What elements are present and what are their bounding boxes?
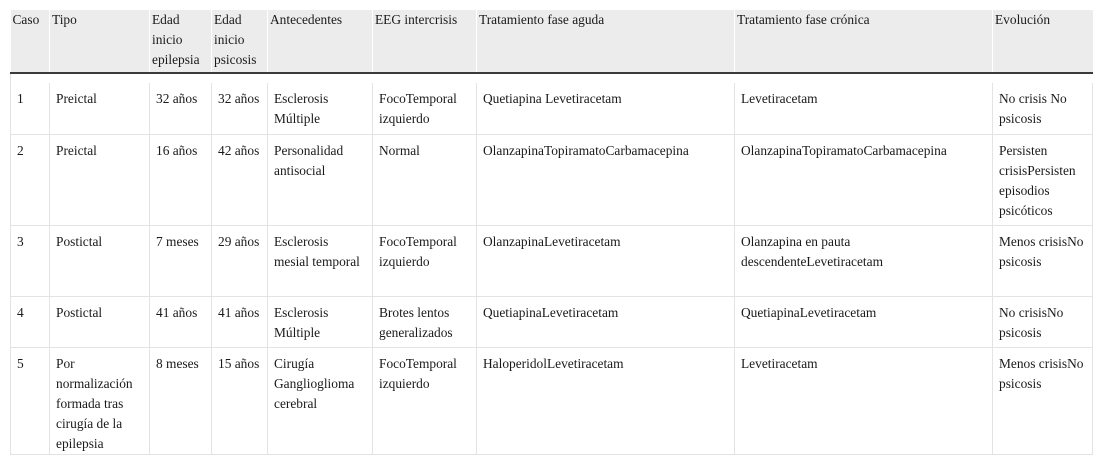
header-edad-inicio-epilepsia: Edad inicio epilepsia <box>150 10 212 73</box>
cell-evolucion: No crisisNo psicosis <box>993 296 1093 347</box>
cell-caso: 1 <box>11 83 50 134</box>
cell-tratamiento-aguda: QuetiapinaLevetiracetam <box>477 296 735 347</box>
cell-caso: 2 <box>11 134 50 225</box>
header-caso: Caso <box>11 10 50 73</box>
cell-eeg: FocoTemporal izquierdo <box>373 347 477 454</box>
cell-tipo: Preictal <box>50 83 150 134</box>
cell-tratamiento-cronica: QuetiapinaLevetiracetam <box>735 296 993 347</box>
cell-edad-psicosis: 41 años <box>212 296 268 347</box>
header-tipo: Tipo <box>50 10 150 73</box>
cell-caso: 3 <box>11 225 50 296</box>
cell-antecedentes: Esclerosis mesial temporal <box>268 225 373 296</box>
cell-evolucion: Persisten crisisPersisten episodios psicóticos <box>993 134 1093 225</box>
cell-edad-epilepsia: 8 meses <box>150 347 212 454</box>
cell-tratamiento-aguda: OlanzapinaTopiramatoCarbamacepina <box>477 134 735 225</box>
table-row <box>11 347 1093 454</box>
cell-edad-psicosis: 29 años <box>212 225 268 296</box>
cell-tipo: Preictal <box>50 134 150 225</box>
cell-tipo: Postictal <box>50 296 150 347</box>
table-row <box>11 134 1093 225</box>
cell-antecedentes: Esclerosis Múltiple <box>268 83 373 134</box>
header-tratamiento-fase-cronica: Tratamiento fase crónica <box>735 10 993 73</box>
cell-eeg: Brotes lentos generalizados <box>373 296 477 347</box>
cell-tratamiento-aguda: Quetiapina Levetiracetam <box>477 83 735 134</box>
cell-edad-epilepsia: 41 años <box>150 296 212 347</box>
cell-evolucion: No crisis No psicosis <box>993 83 1093 134</box>
cell-tipo: Por normalización formada tras cirugía de la epilepsia <box>50 347 150 454</box>
table-row <box>11 296 1093 347</box>
cell-edad-epilepsia: 32 años <box>150 83 212 134</box>
cell-tratamiento-aguda: OlanzapinaLevetiracetam <box>477 225 735 296</box>
cell-evolucion: Menos crisisNo psicosis <box>993 347 1093 454</box>
cell-eeg: FocoTemporal izquierdo <box>373 225 477 296</box>
cell-antecedentes: Esclerosis Múltiple <box>268 296 373 347</box>
cell-evolucion: Menos crisisNo psicosis <box>993 225 1093 296</box>
cell-tratamiento-cronica: Olanzapina en pauta descendenteLevetiracetam <box>735 225 993 296</box>
cell-tratamiento-cronica: Levetiracetam <box>735 347 993 454</box>
cell-caso: 5 <box>11 347 50 454</box>
header-tratamiento-fase-aguda: Tratamiento fase aguda <box>477 10 735 73</box>
cell-edad-epilepsia: 16 años <box>150 134 212 225</box>
cell-tratamiento-aguda: HaloperidolLevetiracetam <box>477 347 735 454</box>
table-row <box>11 83 1093 134</box>
cell-edad-epilepsia: 7 meses <box>150 225 212 296</box>
header-gap <box>11 73 1093 83</box>
table-header-row <box>11 10 1093 73</box>
cell-eeg: Normal <box>373 134 477 225</box>
cell-tratamiento-cronica: OlanzapinaTopiramatoCarbamacepina <box>735 134 993 225</box>
cell-edad-psicosis: 15 años <box>212 347 268 454</box>
clinical-cases-table <box>10 10 1093 455</box>
cell-antecedentes: Cirugía Ganglioglioma cerebral <box>268 347 373 454</box>
cell-edad-psicosis: 32 años <box>212 83 268 134</box>
cell-tipo: Postictal <box>50 225 150 296</box>
cell-caso: 4 <box>11 296 50 347</box>
header-edad-inicio-psicosis: Edad inicio psicosis <box>212 10 268 73</box>
cell-eeg: FocoTemporal izquierdo <box>373 83 477 134</box>
header-evolucion: Evolución <box>993 10 1093 73</box>
header-antecedentes: Antecedentes <box>268 10 373 73</box>
table-row <box>11 225 1093 296</box>
clinical-cases-table-container <box>10 10 1092 455</box>
cell-antecedentes: Personalidad antisocial <box>268 134 373 225</box>
cell-edad-psicosis: 42 años <box>212 134 268 225</box>
cell-tratamiento-cronica: Levetiracetam <box>735 83 993 134</box>
header-eeg-intercrisis: EEG intercrisis <box>373 10 477 73</box>
